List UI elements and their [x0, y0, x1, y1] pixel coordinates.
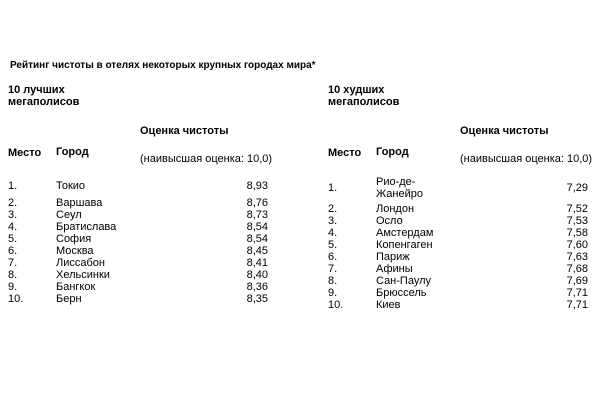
best-rows	[8, 180, 278, 305]
place: 6.	[8, 245, 18, 257]
score: 8,40	[246, 269, 268, 281]
score: 8,93	[246, 180, 268, 192]
place: 1.	[328, 182, 338, 194]
table-row	[8, 281, 278, 293]
score: 7,52	[566, 203, 588, 215]
place: 2.	[8, 197, 18, 209]
city: Киев	[376, 299, 401, 311]
score: 8,41	[246, 257, 268, 269]
score: 7,60	[566, 239, 588, 251]
score: 7,71	[566, 287, 588, 299]
city: Осло	[376, 215, 403, 227]
table-row	[328, 215, 598, 227]
worst-place-header: Место	[328, 147, 362, 159]
best-score-note: (наивысшая оценка: 10,0)	[140, 153, 273, 165]
city: Сан-Паулу	[376, 275, 431, 287]
city: Сеул	[56, 209, 82, 221]
table-row	[328, 239, 598, 251]
best-score-title: Оценка чистоты	[140, 125, 229, 137]
worst-city-header: Город	[376, 146, 409, 158]
table-row	[8, 221, 278, 233]
score: 8,73	[246, 209, 268, 221]
city: Копенгаген	[376, 239, 433, 251]
score: 8,76	[246, 197, 268, 209]
city: Варшава	[56, 197, 103, 209]
score: 7,68	[566, 263, 588, 275]
worst-rows	[328, 176, 598, 311]
city: София	[56, 233, 92, 245]
table-row	[8, 293, 278, 305]
city: Париж	[376, 251, 410, 263]
table-row	[8, 257, 278, 269]
worst-score-title: Оценка чистоты	[460, 125, 549, 137]
score: 8,45	[246, 245, 268, 257]
score: 8,54	[246, 233, 268, 245]
table-row	[328, 275, 598, 287]
best-cities-panel	[8, 84, 278, 324]
city: Москва	[56, 245, 94, 257]
best-place-header: Место	[8, 147, 42, 159]
score: 7,29	[566, 182, 588, 194]
city: Афины	[376, 263, 413, 275]
place: 5.	[8, 233, 18, 245]
place: 5.	[328, 239, 338, 251]
city: Хельсинки	[56, 269, 110, 281]
worst-cities-panel	[328, 84, 598, 324]
city: Брюссель	[376, 287, 427, 299]
score: 7,58	[566, 227, 588, 239]
place: 7.	[8, 257, 18, 269]
place: 4.	[328, 227, 338, 239]
table-row	[328, 227, 598, 239]
city: Бангкок	[56, 281, 96, 293]
score: 8,35	[246, 293, 268, 305]
worst-heading: 10 худших мегаполисов	[328, 84, 400, 108]
table-row	[328, 176, 598, 200]
place: 9.	[328, 287, 338, 299]
table-row	[8, 197, 278, 209]
city: Лондон	[376, 203, 415, 215]
place: 9.	[8, 281, 18, 293]
place: 10.	[8, 293, 24, 305]
city: Токио	[56, 180, 86, 192]
place: 2.	[328, 203, 338, 215]
city: Берн	[56, 293, 82, 305]
score: 7,69	[566, 275, 588, 287]
score: 7,63	[566, 251, 588, 263]
document-title: Рейтинг чистоты в отелях некоторых крупных городах мира*	[10, 60, 316, 71]
table-row	[328, 299, 598, 311]
table-row	[8, 233, 278, 245]
table-row	[8, 269, 278, 281]
table-row	[328, 263, 598, 275]
score: 8,36	[246, 281, 268, 293]
place: 3.	[8, 209, 18, 221]
score: 7,53	[566, 215, 588, 227]
best-city-header: Город	[56, 146, 89, 158]
city: Братислава	[56, 221, 117, 233]
table-row	[8, 209, 278, 221]
table-row	[328, 287, 598, 299]
place: 8.	[8, 269, 18, 281]
city: Лиссабон	[56, 257, 105, 269]
place: 7.	[328, 263, 338, 275]
city: Амстердам	[376, 227, 434, 239]
place: 6.	[328, 251, 338, 263]
place: 1.	[8, 180, 18, 192]
place: 4.	[8, 221, 18, 233]
table-row	[8, 180, 278, 192]
table-row	[8, 245, 278, 257]
score: 8,54	[246, 221, 268, 233]
worst-score-note: (наивысшая оценка: 10,0)	[460, 153, 593, 165]
city: Рио-де-Жанейро	[376, 176, 423, 200]
place: 3.	[328, 215, 338, 227]
best-heading: 10 лучших мегаполисов	[8, 84, 80, 108]
table-row	[328, 203, 598, 215]
table-row	[328, 251, 598, 263]
place: 8.	[328, 275, 338, 287]
place: 10.	[328, 299, 344, 311]
score: 7,71	[566, 299, 588, 311]
